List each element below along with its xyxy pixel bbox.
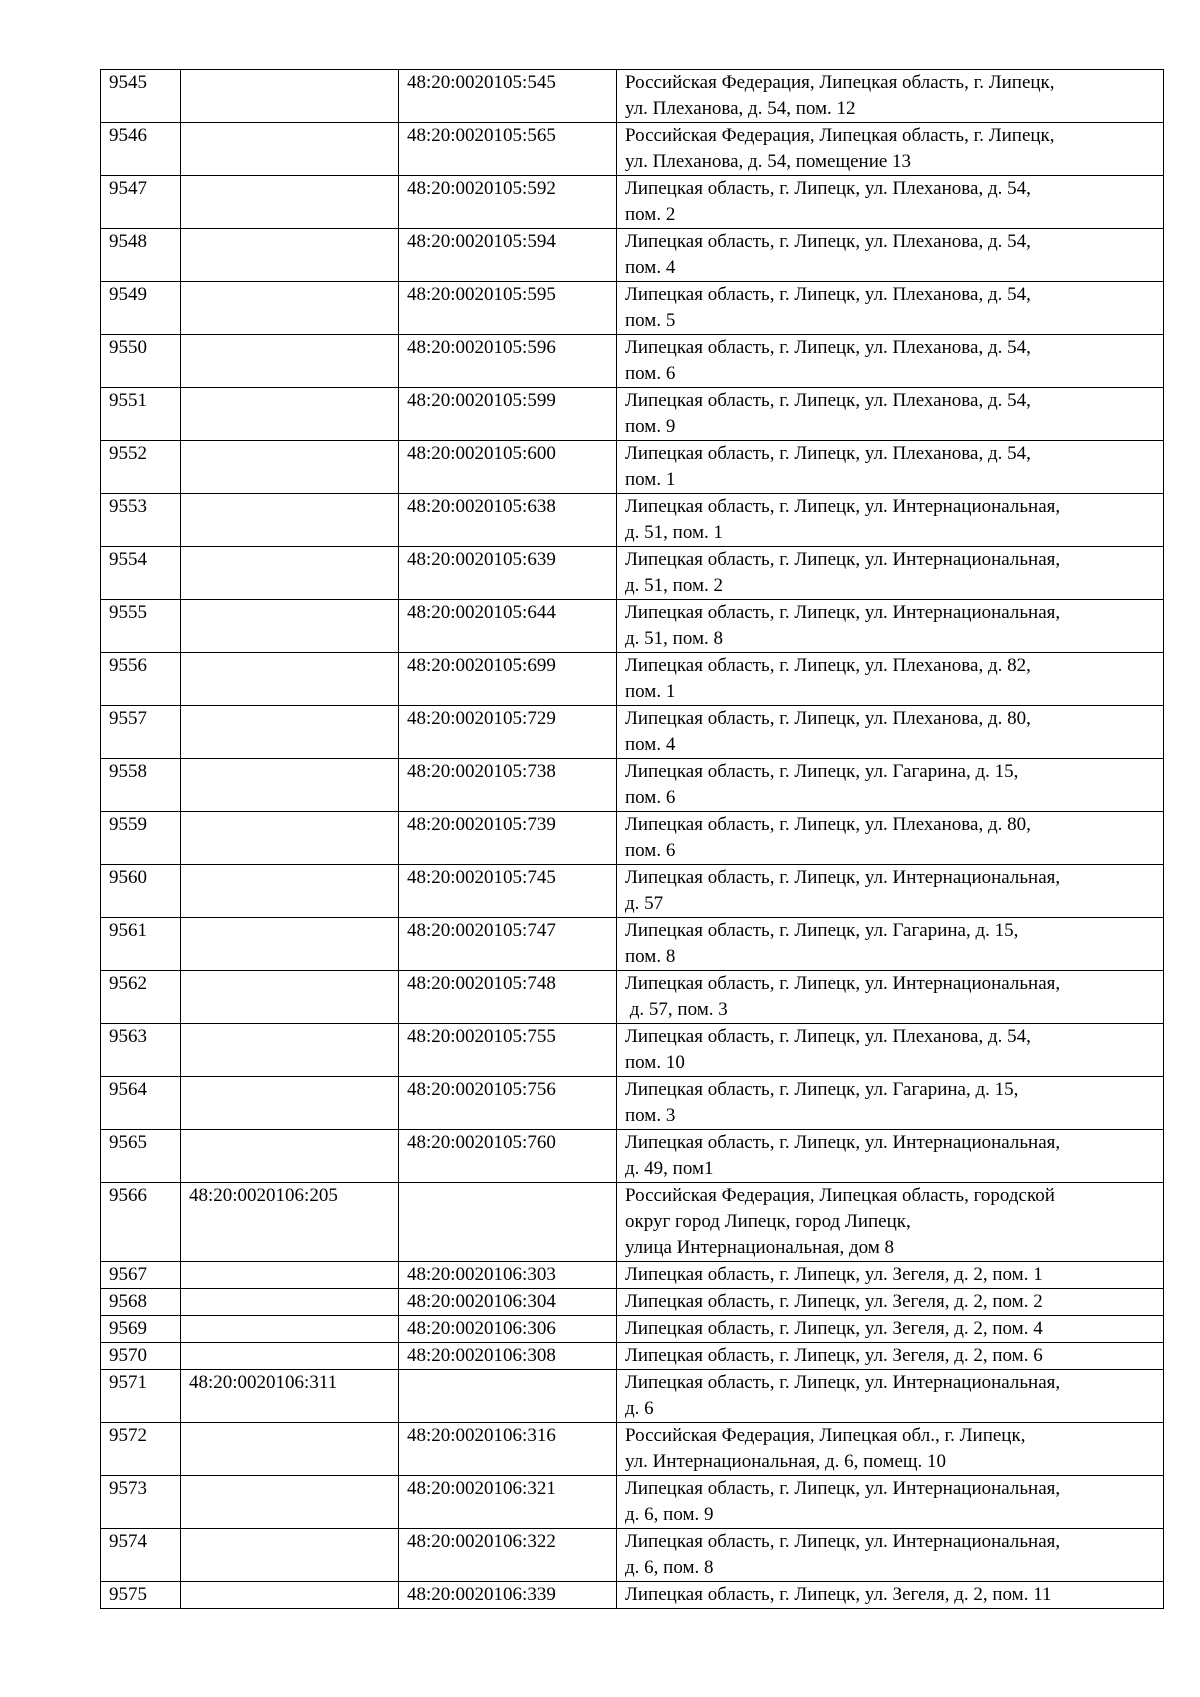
address-line: Российская Федерация, Липецкая область, г. Липецк, <box>625 72 1055 93</box>
address-cell <box>617 600 1164 653</box>
registry-table-body <box>101 70 1164 1609</box>
row-number-cell: 9557 <box>101 706 181 759</box>
land-cadastral-number-cell <box>181 706 399 759</box>
address-cell <box>617 706 1164 759</box>
address-cell <box>617 1476 1164 1529</box>
address-line: Липецкая область, г. Липецк, ул. Гагарина, д. 15, <box>625 920 1019 941</box>
address-cell <box>617 1183 1164 1262</box>
row-number-cell: 9569 <box>101 1316 181 1343</box>
object-cadastral-number-cell: 48:20:0020105:545 <box>399 70 617 123</box>
address-line: пом. 6 <box>625 840 676 861</box>
address-cell <box>617 282 1164 335</box>
address-line: Липецкая область, г. Липецк, ул. Плеханова, д. 80, <box>625 708 1031 729</box>
address-cell <box>617 653 1164 706</box>
object-cadastral-number-cell: 48:20:0020106:322 <box>399 1529 617 1582</box>
table-row <box>101 1423 1164 1476</box>
address-cell <box>617 812 1164 865</box>
address-line: Липецкая область, г. Липецк, ул. Интернациональная, <box>625 602 1061 623</box>
address-cell <box>617 1343 1164 1370</box>
row-number-cell: 9555 <box>101 600 181 653</box>
object-cadastral-number-cell <box>399 1370 617 1423</box>
object-cadastral-number-cell <box>399 1183 617 1262</box>
address-cell <box>617 1582 1164 1609</box>
object-cadastral-number-cell: 48:20:0020106:308 <box>399 1343 617 1370</box>
table-row <box>101 1529 1164 1582</box>
address-line: Российская Федерация, Липецкая область, городской <box>625 1185 1055 1206</box>
row-number-cell: 9568 <box>101 1289 181 1316</box>
table-row <box>101 971 1164 1024</box>
table-row <box>101 282 1164 335</box>
land-cadastral-number-cell <box>181 494 399 547</box>
row-number-cell: 9552 <box>101 441 181 494</box>
address-line: Липецкая область, г. Липецк, ул. Плеханова, д. 54, <box>625 1026 1031 1047</box>
land-cadastral-number-cell <box>181 1582 399 1609</box>
object-cadastral-number-cell: 48:20:0020105:755 <box>399 1024 617 1077</box>
address-line: Липецкая область, г. Липецк, ул. Плеханова, д. 54, <box>625 178 1031 199</box>
land-cadastral-number-cell <box>181 759 399 812</box>
address-line: Российская Федерация, Липецкая обл., г. Липецк, <box>625 1425 1026 1446</box>
object-cadastral-number-cell: 48:20:0020106:339 <box>399 1582 617 1609</box>
row-number-cell: 9560 <box>101 865 181 918</box>
object-cadastral-number-cell: 48:20:0020106:316 <box>399 1423 617 1476</box>
land-cadastral-number-cell <box>181 1077 399 1130</box>
address-cell <box>617 176 1164 229</box>
table-row <box>101 653 1164 706</box>
object-cadastral-number-cell: 48:20:0020105:594 <box>399 229 617 282</box>
table-row <box>101 335 1164 388</box>
object-cadastral-number-cell: 48:20:0020106:304 <box>399 1289 617 1316</box>
address-cell <box>617 1316 1164 1343</box>
address-line: Липецкая область, г. Липецк, ул. Плеханова, д. 54, <box>625 231 1031 252</box>
table-row <box>101 1289 1164 1316</box>
address-line: д. 51, пом. 8 <box>625 628 723 649</box>
row-number-cell: 9572 <box>101 1423 181 1476</box>
address-line: Липецкая область, г. Липецк, ул. Интернациональная, <box>625 1531 1061 1552</box>
object-cadastral-number-cell: 48:20:0020106:306 <box>399 1316 617 1343</box>
address-line: Липецкая область, г. Липецк, ул. Плеханова, д. 54, <box>625 390 1031 411</box>
address-line: пом. 3 <box>625 1105 676 1126</box>
row-number-cell: 9563 <box>101 1024 181 1077</box>
address-cell <box>617 1262 1164 1289</box>
land-cadastral-number-cell <box>181 176 399 229</box>
table-row <box>101 1370 1164 1423</box>
table-row <box>101 547 1164 600</box>
object-cadastral-number-cell: 48:20:0020106:303 <box>399 1262 617 1289</box>
address-line: Липецкая область, г. Липецк, ул. Плеханова, д. 54, <box>625 284 1031 305</box>
address-line: пом. 10 <box>625 1052 685 1073</box>
land-cadastral-number-cell <box>181 335 399 388</box>
address-cell <box>617 123 1164 176</box>
address-cell <box>617 918 1164 971</box>
address-line: Липецкая область, г. Липецк, ул. Плеханова, д. 54, <box>625 337 1031 358</box>
land-cadastral-number-cell <box>181 600 399 653</box>
address-line: д. 6, пом. 9 <box>625 1504 714 1525</box>
row-number-cell: 9546 <box>101 123 181 176</box>
address-cell <box>617 1529 1164 1582</box>
address-line: Липецкая область, г. Липецк, ул. Интернациональная, <box>625 1478 1061 1499</box>
address-line: ул. Интернациональная, д. 6, помещ. 10 <box>625 1451 947 1472</box>
object-cadastral-number-cell: 48:20:0020105:699 <box>399 653 617 706</box>
table-row <box>101 706 1164 759</box>
table-row <box>101 600 1164 653</box>
object-cadastral-number-cell: 48:20:0020105:638 <box>399 494 617 547</box>
row-number-cell: 9547 <box>101 176 181 229</box>
land-cadastral-number-cell <box>181 282 399 335</box>
land-cadastral-number-cell: 48:20:0020106:205 <box>181 1183 399 1262</box>
address-line: Липецкая область, г. Липецк, ул. Интернациональная, <box>625 1132 1061 1153</box>
table-row <box>101 1130 1164 1183</box>
address-line: Липецкая область, г. Липецк, ул. Зегеля, д. 2, пом. 1 <box>625 1264 1043 1285</box>
address-cell <box>617 547 1164 600</box>
address-cell <box>617 759 1164 812</box>
land-cadastral-number-cell <box>181 1476 399 1529</box>
row-number-cell: 9567 <box>101 1262 181 1289</box>
address-line: пом. 2 <box>625 204 676 225</box>
land-cadastral-number-cell <box>181 388 399 441</box>
land-cadastral-number-cell <box>181 1024 399 1077</box>
table-row <box>101 918 1164 971</box>
table-row <box>101 812 1164 865</box>
land-cadastral-number-cell <box>181 865 399 918</box>
land-cadastral-number-cell <box>181 70 399 123</box>
row-number-cell: 9566 <box>101 1183 181 1262</box>
object-cadastral-number-cell: 48:20:0020106:321 <box>399 1476 617 1529</box>
land-cadastral-number-cell <box>181 123 399 176</box>
address-line: Липецкая область, г. Липецк, ул. Плеханова, д. 80, <box>625 814 1031 835</box>
address-line: пом. 1 <box>625 469 676 490</box>
land-cadastral-number-cell <box>181 653 399 706</box>
address-line: пом. 1 <box>625 681 676 702</box>
object-cadastral-number-cell: 48:20:0020105:592 <box>399 176 617 229</box>
object-cadastral-number-cell: 48:20:0020105:644 <box>399 600 617 653</box>
address-line: пом. 4 <box>625 257 676 278</box>
address-cell <box>617 1423 1164 1476</box>
row-number-cell: 9551 <box>101 388 181 441</box>
address-cell <box>617 1024 1164 1077</box>
address-cell <box>617 865 1164 918</box>
row-number-cell: 9549 <box>101 282 181 335</box>
address-line: пом. 5 <box>625 310 676 331</box>
address-line: Липецкая область, г. Липецк, ул. Интернациональная, <box>625 867 1061 888</box>
address-line: д. 51, пом. 2 <box>625 575 723 596</box>
address-line: Липецкая область, г. Липецк, ул. Зегеля, д. 2, пом. 11 <box>625 1584 1052 1605</box>
row-number-cell: 9570 <box>101 1343 181 1370</box>
table-row <box>101 759 1164 812</box>
land-cadastral-number-cell: 48:20:0020106:311 <box>181 1370 399 1423</box>
object-cadastral-number-cell: 48:20:0020105:729 <box>399 706 617 759</box>
object-cadastral-number-cell: 48:20:0020105:599 <box>399 388 617 441</box>
object-cadastral-number-cell: 48:20:0020105:596 <box>399 335 617 388</box>
land-cadastral-number-cell <box>181 918 399 971</box>
table-row <box>101 1476 1164 1529</box>
registry-table <box>100 69 1164 1609</box>
table-row <box>101 1077 1164 1130</box>
row-number-cell: 9550 <box>101 335 181 388</box>
table-row <box>101 1262 1164 1289</box>
row-number-cell: 9571 <box>101 1370 181 1423</box>
object-cadastral-number-cell: 48:20:0020105:745 <box>399 865 617 918</box>
object-cadastral-number-cell: 48:20:0020105:595 <box>399 282 617 335</box>
address-line: д. 6, пом. 8 <box>625 1557 714 1578</box>
object-cadastral-number-cell: 48:20:0020105:738 <box>399 759 617 812</box>
address-line: д. 57, пом. 3 <box>625 999 728 1020</box>
address-line: д. 49, пом1 <box>625 1158 714 1179</box>
address-line: Российская Федерация, Липецкая область, г. Липецк, <box>625 125 1055 146</box>
table-row <box>101 1582 1164 1609</box>
address-line: Липецкая область, г. Липецк, ул. Гагарина, д. 15, <box>625 1079 1019 1100</box>
object-cadastral-number-cell: 48:20:0020105:739 <box>399 812 617 865</box>
address-line: пом. 9 <box>625 416 676 437</box>
address-cell <box>617 229 1164 282</box>
land-cadastral-number-cell <box>181 1529 399 1582</box>
row-number-cell: 9565 <box>101 1130 181 1183</box>
table-row <box>101 1183 1164 1262</box>
address-line: д. 57 <box>625 893 664 914</box>
address-cell <box>617 494 1164 547</box>
land-cadastral-number-cell <box>181 1423 399 1476</box>
row-number-cell: 9561 <box>101 918 181 971</box>
object-cadastral-number-cell: 48:20:0020105:639 <box>399 547 617 600</box>
address-cell <box>617 388 1164 441</box>
row-number-cell: 9574 <box>101 1529 181 1582</box>
address-line: пом. 6 <box>625 363 676 384</box>
table-row <box>101 441 1164 494</box>
row-number-cell: 9556 <box>101 653 181 706</box>
object-cadastral-number-cell: 48:20:0020105:565 <box>399 123 617 176</box>
row-number-cell: 9558 <box>101 759 181 812</box>
table-row <box>101 865 1164 918</box>
address-line: Липецкая область, г. Липецк, ул. Интернациональная, <box>625 1372 1061 1393</box>
address-line: Липецкая область, г. Липецк, ул. Плеханова, д. 54, <box>625 443 1031 464</box>
object-cadastral-number-cell: 48:20:0020105:747 <box>399 918 617 971</box>
address-line: пом. 4 <box>625 734 676 755</box>
table-row <box>101 229 1164 282</box>
table-row <box>101 123 1164 176</box>
table-row <box>101 388 1164 441</box>
row-number-cell: 9573 <box>101 1476 181 1529</box>
object-cadastral-number-cell: 48:20:0020105:600 <box>399 441 617 494</box>
address-line: пом. 8 <box>625 946 676 967</box>
address-cell <box>617 1370 1164 1423</box>
land-cadastral-number-cell <box>181 229 399 282</box>
row-number-cell: 9559 <box>101 812 181 865</box>
address-cell <box>617 1289 1164 1316</box>
address-line: д. 51, пом. 1 <box>625 522 723 543</box>
table-row <box>101 1316 1164 1343</box>
land-cadastral-number-cell <box>181 1343 399 1370</box>
address-line: Липецкая область, г. Липецк, ул. Плеханова, д. 82, <box>625 655 1031 676</box>
address-cell <box>617 1130 1164 1183</box>
address-line: Липецкая область, г. Липецк, ул. Зегеля, д. 2, пом. 6 <box>625 1345 1043 1366</box>
address-line: Липецкая область, г. Липецк, ул. Зегеля, д. 2, пом. 2 <box>625 1291 1043 1312</box>
address-cell <box>617 70 1164 123</box>
address-line: Липецкая область, г. Липецк, ул. Интернациональная, <box>625 549 1061 570</box>
row-number-cell: 9554 <box>101 547 181 600</box>
address-line: Липецкая область, г. Липецк, ул. Интернациональная, <box>625 973 1061 994</box>
address-cell <box>617 971 1164 1024</box>
land-cadastral-number-cell <box>181 1289 399 1316</box>
address-line: пом. 6 <box>625 787 676 808</box>
row-number-cell: 9575 <box>101 1582 181 1609</box>
land-cadastral-number-cell <box>181 1262 399 1289</box>
row-number-cell: 9545 <box>101 70 181 123</box>
row-number-cell: 9562 <box>101 971 181 1024</box>
land-cadastral-number-cell <box>181 812 399 865</box>
row-number-cell: 9548 <box>101 229 181 282</box>
address-line: Липецкая область, г. Липецк, ул. Зегеля, д. 2, пом. 4 <box>625 1318 1043 1339</box>
land-cadastral-number-cell <box>181 441 399 494</box>
address-line: Липецкая область, г. Липецк, ул. Гагарина, д. 15, <box>625 761 1019 782</box>
row-number-cell: 9553 <box>101 494 181 547</box>
object-cadastral-number-cell: 48:20:0020105:760 <box>399 1130 617 1183</box>
address-cell <box>617 1077 1164 1130</box>
address-line: ул. Плеханова, д. 54, помещение 13 <box>625 151 912 172</box>
row-number-cell: 9564 <box>101 1077 181 1130</box>
table-row <box>101 1343 1164 1370</box>
table-row <box>101 70 1164 123</box>
table-row <box>101 1024 1164 1077</box>
address-line: Липецкая область, г. Липецк, ул. Интернациональная, <box>625 496 1061 517</box>
address-line: улица Интернациональная, дом 8 <box>625 1237 895 1258</box>
address-line: округ город Липецк, город Липецк, <box>625 1211 911 1232</box>
address-line: д. 6 <box>625 1398 654 1419</box>
land-cadastral-number-cell <box>181 1316 399 1343</box>
table-row <box>101 494 1164 547</box>
address-line: ул. Плеханова, д. 54, пом. 12 <box>625 98 856 119</box>
table-row <box>101 176 1164 229</box>
address-cell <box>617 441 1164 494</box>
object-cadastral-number-cell: 48:20:0020105:756 <box>399 1077 617 1130</box>
address-cell <box>617 335 1164 388</box>
land-cadastral-number-cell <box>181 547 399 600</box>
land-cadastral-number-cell <box>181 971 399 1024</box>
land-cadastral-number-cell <box>181 1130 399 1183</box>
object-cadastral-number-cell: 48:20:0020105:748 <box>399 971 617 1024</box>
